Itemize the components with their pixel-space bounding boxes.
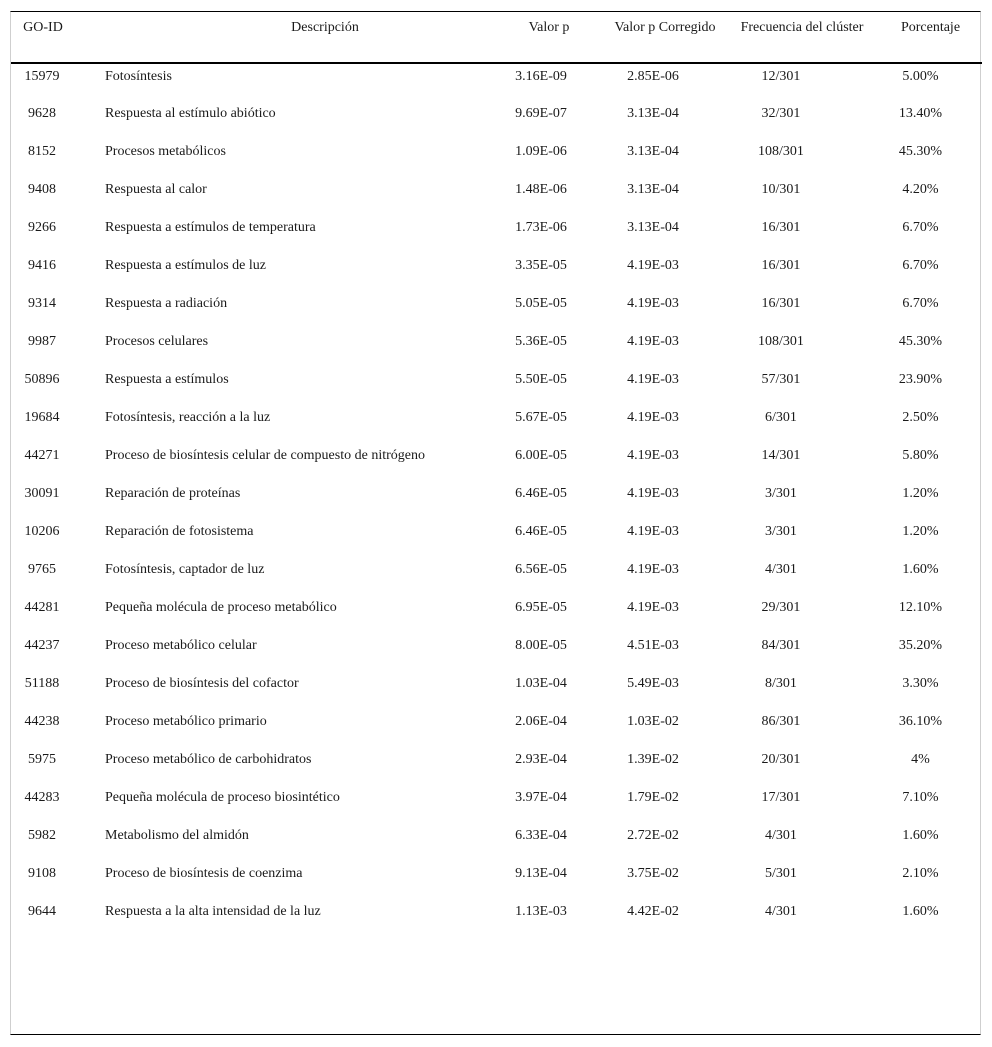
header-go-id: GO-ID	[11, 12, 97, 63]
table-row	[11, 519, 982, 557]
table-row	[11, 899, 982, 937]
cell-percentage: 12.10%	[898, 600, 943, 615]
cell-p-corrected: 1.03E-02	[627, 714, 679, 729]
cell-p-corrected: 1.39E-02	[627, 752, 679, 767]
cell-p-corrected: 3.75E-02	[627, 866, 679, 881]
cell-description: Fotosíntesis, reacción a la luz	[105, 410, 271, 425]
cell-cluster-frequency: 10/301	[761, 182, 801, 197]
table-row	[11, 177, 982, 215]
cell-cluster-frequency: 108/301	[758, 144, 804, 159]
cell-percentage: 3.30%	[902, 676, 939, 691]
cell-p-value: 8.00E-05	[515, 638, 567, 653]
cell-go-id: 44271	[24, 448, 60, 463]
cell-percentage: 45.30%	[898, 334, 943, 349]
cell-percentage: 5.00%	[902, 69, 939, 84]
cell-p-corrected: 4.19E-03	[627, 372, 679, 387]
cell-go-id: 9416	[28, 258, 56, 273]
cell-cluster-frequency: 29/301	[761, 600, 801, 615]
cell-p-value: 1.48E-06	[515, 182, 567, 197]
cell-go-id: 9987	[28, 334, 56, 349]
cell-percentage: 1.60%	[902, 828, 939, 843]
cell-percentage: 6.70%	[902, 258, 939, 273]
header-description: Descripción	[97, 12, 497, 63]
cell-percentage: 13.40%	[898, 106, 943, 121]
cell-go-id: 9266	[28, 220, 56, 235]
cell-description: Metabolismo del almidón	[105, 828, 249, 843]
cell-go-id: 50896	[24, 372, 60, 387]
cell-p-corrected: 4.19E-03	[627, 296, 679, 311]
cell-go-id: 19684	[24, 410, 60, 425]
cell-description: Reparación de fotosistema	[105, 524, 254, 539]
cell-go-id: 51188	[24, 676, 60, 691]
cell-go-id: 9108	[28, 866, 56, 881]
cell-cluster-frequency: 86/301	[761, 714, 801, 729]
cell-p-value: 3.97E-04	[515, 790, 567, 805]
cell-percentage: 23.90%	[898, 372, 943, 387]
cell-cluster-frequency: 3/301	[765, 524, 797, 539]
cell-cluster-frequency: 6/301	[765, 410, 797, 425]
cell-percentage: 1.20%	[902, 486, 939, 501]
cell-percentage: 2.10%	[902, 866, 939, 881]
cell-p-corrected: 4.19E-03	[627, 448, 679, 463]
table-row	[11, 215, 982, 253]
cell-percentage: 6.70%	[902, 296, 939, 311]
cell-description: Respuesta a estímulos de temperatura	[105, 220, 316, 235]
cell-go-id: 9644	[28, 904, 56, 919]
cell-cluster-frequency: 5/301	[765, 866, 797, 881]
table-row	[11, 595, 982, 633]
table-row	[11, 481, 982, 519]
cell-p-value: 5.05E-05	[515, 296, 567, 311]
cell-description: Proceso de biosíntesis del cofactor	[105, 676, 299, 691]
cell-p-corrected: 4.19E-03	[627, 524, 679, 539]
cell-description: Pequeña molécula de proceso biosintético	[105, 790, 340, 805]
table-body	[11, 63, 982, 937]
cell-p-corrected: 4.19E-03	[627, 334, 679, 349]
cell-go-id: 10206	[24, 524, 60, 539]
cell-go-id: 44238	[24, 714, 60, 729]
cell-description: Proceso de biosíntesis celular de compuesto de nitrógeno	[105, 448, 425, 463]
cell-p-corrected: 3.13E-04	[627, 182, 679, 197]
cell-p-value: 6.33E-04	[515, 828, 567, 843]
table-row	[11, 823, 982, 861]
cell-description: Fotosíntesis, captador de luz	[105, 562, 265, 577]
cell-cluster-frequency: 16/301	[761, 258, 801, 273]
cell-p-corrected: 4.19E-03	[627, 562, 679, 577]
cell-description: Fotosíntesis	[105, 69, 172, 84]
cell-p-corrected: 4.19E-03	[627, 486, 679, 501]
cell-go-id: 8152	[28, 144, 56, 159]
cell-go-id: 44283	[24, 790, 60, 805]
cell-cluster-frequency: 4/301	[765, 562, 797, 577]
cell-percentage: 36.10%	[898, 714, 943, 729]
table-row	[11, 785, 982, 823]
cell-description: Reparación de proteínas	[105, 486, 241, 501]
cell-cluster-frequency: 84/301	[761, 638, 801, 653]
cell-p-value: 1.09E-06	[515, 144, 567, 159]
cell-p-corrected: 4.19E-03	[627, 410, 679, 425]
cell-percentage: 45.30%	[898, 144, 943, 159]
cell-percentage: 7.10%	[902, 790, 939, 805]
table-row	[11, 101, 982, 139]
cell-p-value: 9.69E-07	[515, 106, 567, 121]
cell-description: Procesos celulares	[105, 334, 209, 349]
cell-p-value: 6.46E-05	[515, 486, 567, 501]
cell-p-corrected: 2.72E-02	[627, 828, 679, 843]
cell-cluster-frequency: 108/301	[758, 334, 804, 349]
cell-cluster-frequency: 17/301	[761, 790, 801, 805]
cell-go-id: 5975	[28, 752, 56, 767]
cell-p-value: 6.00E-05	[515, 448, 567, 463]
table-row	[11, 633, 982, 671]
table-row	[11, 557, 982, 595]
cell-p-value: 1.73E-06	[515, 220, 567, 235]
cell-p-value: 2.93E-04	[515, 752, 567, 767]
table-row	[11, 139, 982, 177]
cell-go-id: 30091	[24, 486, 60, 501]
table-row	[11, 291, 982, 329]
cell-description: Respuesta a radiación	[105, 296, 228, 311]
cell-p-corrected: 4.19E-03	[627, 258, 679, 273]
cell-p-corrected: 1.79E-02	[627, 790, 679, 805]
cell-p-value: 9.13E-04	[515, 866, 567, 881]
cell-cluster-frequency: 16/301	[761, 220, 801, 235]
cell-description: Respuesta al calor	[105, 182, 207, 197]
cell-p-value: 1.13E-03	[515, 904, 567, 919]
table-row	[11, 861, 982, 899]
cell-description: Respuesta a estímulos	[105, 372, 229, 387]
cell-description: Proceso de biosíntesis de coenzima	[105, 866, 303, 881]
cell-cluster-frequency: 3/301	[765, 486, 797, 501]
header-percentage: Porcentaje	[879, 12, 982, 63]
cell-p-value: 5.50E-05	[515, 372, 567, 387]
cell-p-value: 3.35E-05	[515, 258, 567, 273]
cell-p-value: 5.36E-05	[515, 334, 567, 349]
cell-go-id: 9765	[28, 562, 56, 577]
cell-p-value: 6.95E-05	[515, 600, 567, 615]
table-header	[11, 12, 982, 63]
cell-cluster-frequency: 4/301	[765, 904, 797, 919]
header-p-corrected: Valor p Corregido	[605, 12, 725, 63]
cell-go-id: 9628	[28, 106, 56, 121]
cell-percentage: 6.70%	[902, 220, 939, 235]
cell-go-id: 44281	[24, 600, 60, 615]
cell-description: Proceso metabólico primario	[105, 714, 267, 729]
cell-description: Pequeña molécula de proceso metabólico	[105, 600, 337, 615]
header-row	[11, 12, 982, 63]
table-row	[11, 329, 982, 367]
cell-percentage: 2.50%	[902, 410, 939, 425]
cell-go-id: 15979	[24, 69, 60, 84]
cell-description: Proceso metabólico de carbohidratos	[105, 752, 312, 767]
cell-p-value: 6.56E-05	[515, 562, 567, 577]
table-row	[11, 443, 982, 481]
cell-go-id: 44237	[24, 638, 60, 653]
cell-cluster-frequency: 4/301	[765, 828, 797, 843]
table-row	[11, 709, 982, 747]
cell-p-corrected: 4.51E-03	[627, 638, 679, 653]
cell-percentage: 4.20%	[902, 182, 939, 197]
cell-p-corrected: 3.13E-04	[627, 106, 679, 121]
cell-cluster-frequency: 12/301	[761, 69, 801, 84]
cell-description: Respuesta a la alta intensidad de la luz	[105, 904, 321, 919]
cell-p-value: 3.16E-09	[515, 69, 567, 84]
cell-percentage: 35.20%	[898, 638, 943, 653]
cell-cluster-frequency: 32/301	[761, 106, 801, 121]
go-enrichment-table	[11, 12, 982, 937]
cell-p-corrected: 3.13E-04	[627, 220, 679, 235]
cell-description: Respuesta al estímulo abiótico	[105, 106, 276, 121]
cell-description: Respuesta a estímulos de luz	[105, 258, 266, 273]
cell-p-corrected: 5.49E-03	[627, 676, 679, 691]
table-row	[11, 253, 982, 291]
cell-p-corrected: 3.13E-04	[627, 144, 679, 159]
cell-go-id: 9408	[28, 182, 56, 197]
cell-p-value: 1.03E-04	[515, 676, 567, 691]
cell-cluster-frequency: 20/301	[761, 752, 801, 767]
table-row	[11, 367, 982, 405]
cell-go-id: 9314	[28, 296, 56, 311]
cell-cluster-frequency: 57/301	[761, 372, 801, 387]
cell-description: Procesos metabólicos	[105, 144, 226, 159]
header-cluster-frequency: Frecuencia del clúster	[725, 12, 879, 63]
cell-cluster-frequency: 8/301	[765, 676, 797, 691]
cell-go-id: 5982	[28, 828, 56, 843]
cell-cluster-frequency: 14/301	[761, 448, 801, 463]
cell-p-value: 6.46E-05	[515, 524, 567, 539]
cell-percentage: 1.60%	[902, 562, 939, 577]
go-enrichment-table-container	[10, 11, 981, 1035]
table-row	[11, 747, 982, 785]
table-row	[11, 63, 982, 101]
header-p-value: Valor p	[497, 12, 605, 63]
cell-p-value: 5.67E-05	[515, 410, 567, 425]
cell-p-corrected: 2.85E-06	[627, 69, 679, 84]
cell-percentage: 1.20%	[902, 524, 939, 539]
cell-p-value: 2.06E-04	[515, 714, 567, 729]
cell-percentage: 1.60%	[902, 904, 939, 919]
table-row	[11, 405, 982, 443]
cell-p-corrected: 4.19E-03	[627, 600, 679, 615]
cell-p-corrected: 4.42E-02	[627, 904, 679, 919]
cell-description: Proceso metabólico celular	[105, 638, 257, 653]
cell-percentage: 5.80%	[902, 448, 939, 463]
cell-percentage: 4%	[911, 752, 930, 767]
cell-cluster-frequency: 16/301	[761, 296, 801, 311]
table-row	[11, 671, 982, 709]
